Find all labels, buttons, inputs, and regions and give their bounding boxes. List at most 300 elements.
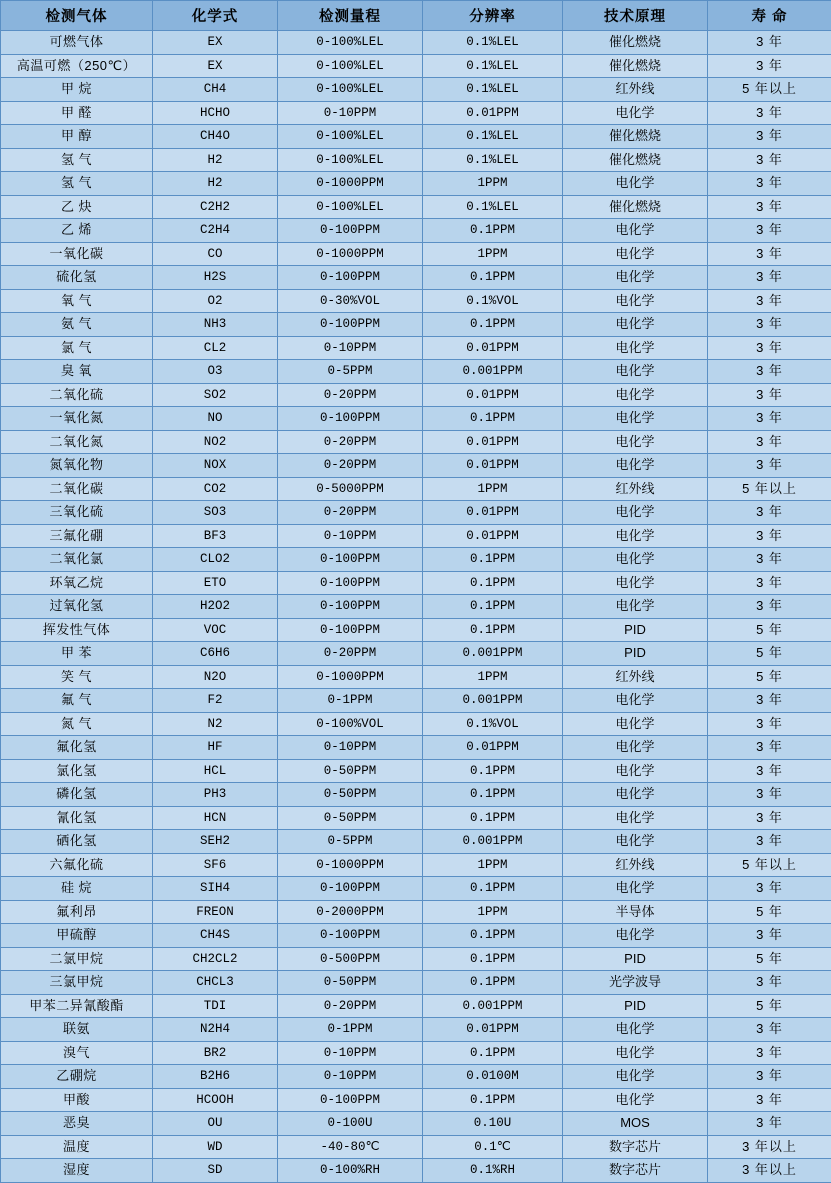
- cell-formula: F2: [153, 689, 278, 713]
- cell-range: 0-100%LEL: [278, 31, 423, 55]
- table-body: [1, 31, 831, 1183]
- table-row: [1, 924, 831, 948]
- cell-formula: C2H4: [153, 219, 278, 243]
- cell-gas-name: 氮氧化物: [1, 454, 153, 478]
- cell-life: 3 年: [708, 31, 831, 55]
- table-row: [1, 454, 831, 478]
- cell-principle: 电化学: [563, 313, 708, 337]
- cell-formula: C6H6: [153, 642, 278, 666]
- cell-formula: N2O: [153, 665, 278, 689]
- cell-gas-name: 乙 烯: [1, 219, 153, 243]
- cell-principle: 电化学: [563, 383, 708, 407]
- cell-principle: 数字芯片: [563, 1159, 708, 1183]
- cell-resolution: 0.1PPM: [423, 877, 563, 901]
- cell-life: 5 年: [708, 642, 831, 666]
- cell-life: 3 年: [708, 1018, 831, 1042]
- table-row: [1, 1041, 831, 1065]
- cell-life: 3 年: [708, 783, 831, 807]
- table-row: [1, 971, 831, 995]
- table-row: [1, 665, 831, 689]
- cell-principle: PID: [563, 642, 708, 666]
- cell-life: 3 年: [708, 219, 831, 243]
- cell-principle: 电化学: [563, 924, 708, 948]
- cell-principle: 红外线: [563, 853, 708, 877]
- cell-formula: NO2: [153, 430, 278, 454]
- cell-life: 3 年: [708, 971, 831, 995]
- cell-gas-name: 二氧化氮: [1, 430, 153, 454]
- table-row: [1, 806, 831, 830]
- cell-gas-name: 温度: [1, 1135, 153, 1159]
- cell-formula: EX: [153, 31, 278, 55]
- cell-formula: VOC: [153, 618, 278, 642]
- table-row: [1, 853, 831, 877]
- cell-principle: 半导体: [563, 900, 708, 924]
- cell-range: 0-100PPM: [278, 1088, 423, 1112]
- cell-principle: 电化学: [563, 430, 708, 454]
- cell-resolution: 0.1%LEL: [423, 195, 563, 219]
- table-row: [1, 548, 831, 572]
- cell-range: 0-100%LEL: [278, 125, 423, 149]
- cell-principle: MOS: [563, 1112, 708, 1136]
- cell-gas-name: 三氯甲烷: [1, 971, 153, 995]
- cell-formula: O2: [153, 289, 278, 313]
- cell-resolution: 0.1PPM: [423, 759, 563, 783]
- cell-resolution: 0.01PPM: [423, 501, 563, 525]
- cell-resolution: 0.001PPM: [423, 360, 563, 384]
- cell-formula: NOX: [153, 454, 278, 478]
- cell-life: 3 年: [708, 195, 831, 219]
- cell-resolution: 0.01PPM: [423, 101, 563, 125]
- table-header: [1, 1, 831, 31]
- cell-resolution: 0.01PPM: [423, 336, 563, 360]
- cell-resolution: 0.1PPM: [423, 971, 563, 995]
- cell-formula: N2: [153, 712, 278, 736]
- cell-formula: HCN: [153, 806, 278, 830]
- cell-principle: 催化燃烧: [563, 125, 708, 149]
- table-row: [1, 595, 831, 619]
- cell-life: 3 年: [708, 524, 831, 548]
- cell-resolution: 1PPM: [423, 853, 563, 877]
- table-row: [1, 430, 831, 454]
- cell-gas-name: 甲苯二异氰酸酯: [1, 994, 153, 1018]
- cell-resolution: 0.1%VOL: [423, 289, 563, 313]
- cell-principle: 电化学: [563, 289, 708, 313]
- cell-resolution: 0.001PPM: [423, 642, 563, 666]
- table-row: [1, 689, 831, 713]
- cell-principle: PID: [563, 994, 708, 1018]
- cell-life: 3 年: [708, 924, 831, 948]
- cell-resolution: 0.1PPM: [423, 618, 563, 642]
- cell-formula: SD: [153, 1159, 278, 1183]
- cell-life: 3 年: [708, 313, 831, 337]
- cell-life: 3 年以上: [708, 1159, 831, 1183]
- cell-gas-name: 联氨: [1, 1018, 153, 1042]
- cell-formula: PH3: [153, 783, 278, 807]
- cell-gas-name: 三氧化硫: [1, 501, 153, 525]
- table-header-row: [1, 1, 831, 31]
- cell-resolution: 1PPM: [423, 665, 563, 689]
- cell-range: 0-100%VOL: [278, 712, 423, 736]
- cell-resolution: 1PPM: [423, 172, 563, 196]
- column-header-gas-name: 检测气体: [1, 1, 153, 31]
- cell-life: 5 年以上: [708, 78, 831, 102]
- cell-gas-name: 二氧化氯: [1, 548, 153, 572]
- table-row: [1, 900, 831, 924]
- cell-range: 0-10PPM: [278, 336, 423, 360]
- cell-range: 0-10PPM: [278, 736, 423, 760]
- cell-formula: H2O2: [153, 595, 278, 619]
- cell-gas-name: 甲 烷: [1, 78, 153, 102]
- table-row: [1, 148, 831, 172]
- cell-range: 0-5PPM: [278, 360, 423, 384]
- table-row: [1, 571, 831, 595]
- cell-principle: 电化学: [563, 172, 708, 196]
- cell-principle: 电化学: [563, 736, 708, 760]
- cell-range: 0-100PPM: [278, 595, 423, 619]
- cell-gas-name: 溴气: [1, 1041, 153, 1065]
- cell-formula: CL2: [153, 336, 278, 360]
- cell-principle: 电化学: [563, 407, 708, 431]
- cell-resolution: 0.1PPM: [423, 313, 563, 337]
- cell-formula: TDI: [153, 994, 278, 1018]
- cell-range: 0-50PPM: [278, 759, 423, 783]
- cell-resolution: 0.001PPM: [423, 994, 563, 1018]
- cell-gas-name: 氯化氢: [1, 759, 153, 783]
- cell-principle: 电化学: [563, 101, 708, 125]
- table-row: [1, 242, 831, 266]
- cell-formula: CH4: [153, 78, 278, 102]
- cell-resolution: 0.1%LEL: [423, 31, 563, 55]
- cell-formula: NH3: [153, 313, 278, 337]
- cell-formula: SEH2: [153, 830, 278, 854]
- cell-gas-name: 磷化氢: [1, 783, 153, 807]
- cell-resolution: 1PPM: [423, 900, 563, 924]
- cell-principle: 电化学: [563, 548, 708, 572]
- cell-formula: CLO2: [153, 548, 278, 572]
- cell-resolution: 0.1%LEL: [423, 54, 563, 78]
- table-row: [1, 383, 831, 407]
- cell-resolution: 0.1PPM: [423, 783, 563, 807]
- cell-resolution: 0.1PPM: [423, 571, 563, 595]
- cell-life: 3 年: [708, 360, 831, 384]
- cell-principle: PID: [563, 618, 708, 642]
- cell-resolution: 0.1PPM: [423, 1041, 563, 1065]
- cell-life: 3 年: [708, 125, 831, 149]
- cell-resolution: 0.1PPM: [423, 947, 563, 971]
- cell-principle: 电化学: [563, 1041, 708, 1065]
- cell-resolution: 0.01PPM: [423, 524, 563, 548]
- cell-life: 3 年以上: [708, 1135, 831, 1159]
- cell-resolution: 0.1%RH: [423, 1159, 563, 1183]
- cell-principle: 电化学: [563, 1088, 708, 1112]
- cell-gas-name: 硒化氢: [1, 830, 153, 854]
- cell-formula: NO: [153, 407, 278, 431]
- cell-formula: H2: [153, 148, 278, 172]
- cell-principle: 电化学: [563, 454, 708, 478]
- cell-gas-name: 硫化氢: [1, 266, 153, 290]
- cell-resolution: 0.01PPM: [423, 736, 563, 760]
- cell-formula: SF6: [153, 853, 278, 877]
- column-header-life: 寿 命: [708, 1, 831, 31]
- cell-life: 3 年: [708, 1065, 831, 1089]
- table-row: [1, 336, 831, 360]
- cell-life: 5 年以上: [708, 853, 831, 877]
- cell-principle: 红外线: [563, 477, 708, 501]
- cell-principle: 电化学: [563, 759, 708, 783]
- cell-gas-name: 乙 炔: [1, 195, 153, 219]
- cell-gas-name: 环氧乙烷: [1, 571, 153, 595]
- cell-formula: BF3: [153, 524, 278, 548]
- table-row: [1, 1018, 831, 1042]
- cell-formula: O3: [153, 360, 278, 384]
- cell-gas-name: 过氧化氢: [1, 595, 153, 619]
- cell-formula: CH4O: [153, 125, 278, 149]
- column-header-principle: 技术原理: [563, 1, 708, 31]
- cell-gas-name: 氮 气: [1, 712, 153, 736]
- cell-principle: 电化学: [563, 712, 708, 736]
- cell-resolution: 0.1PPM: [423, 266, 563, 290]
- cell-range: 0-50PPM: [278, 806, 423, 830]
- cell-life: 3 年: [708, 266, 831, 290]
- cell-range: 0-100%LEL: [278, 195, 423, 219]
- table-row: [1, 642, 831, 666]
- cell-principle: 催化燃烧: [563, 195, 708, 219]
- cell-principle: 电化学: [563, 524, 708, 548]
- cell-gas-name: 六氟化硫: [1, 853, 153, 877]
- cell-life: 3 年: [708, 1112, 831, 1136]
- table-row: [1, 877, 831, 901]
- cell-gas-name: 甲 醛: [1, 101, 153, 125]
- table-row: [1, 101, 831, 125]
- cell-range: 0-100%LEL: [278, 78, 423, 102]
- cell-life: 3 年: [708, 430, 831, 454]
- cell-life: 3 年: [708, 148, 831, 172]
- cell-formula: H2S: [153, 266, 278, 290]
- cell-range: 0-20PPM: [278, 642, 423, 666]
- cell-formula: N2H4: [153, 1018, 278, 1042]
- cell-gas-name: 氢 气: [1, 148, 153, 172]
- cell-range: 0-2000PPM: [278, 900, 423, 924]
- cell-resolution: 0.1PPM: [423, 548, 563, 572]
- cell-gas-name: 三氟化硼: [1, 524, 153, 548]
- cell-principle: 催化燃烧: [563, 31, 708, 55]
- cell-life: 3 年: [708, 54, 831, 78]
- cell-life: 3 年: [708, 595, 831, 619]
- cell-formula: HCL: [153, 759, 278, 783]
- cell-range: 0-100PPM: [278, 266, 423, 290]
- cell-range: 0-100%LEL: [278, 148, 423, 172]
- cell-resolution: 0.1%LEL: [423, 78, 563, 102]
- cell-range: 0-100PPM: [278, 877, 423, 901]
- cell-resolution: 0.001PPM: [423, 830, 563, 854]
- cell-range: 0-20PPM: [278, 454, 423, 478]
- cell-gas-name: 氧 气: [1, 289, 153, 313]
- cell-life: 3 年: [708, 383, 831, 407]
- cell-formula: BR2: [153, 1041, 278, 1065]
- cell-life: 3 年: [708, 101, 831, 125]
- cell-range: 0-100PPM: [278, 407, 423, 431]
- cell-formula: FREON: [153, 900, 278, 924]
- table-row: [1, 947, 831, 971]
- cell-formula: CO2: [153, 477, 278, 501]
- table-row: [1, 78, 831, 102]
- cell-resolution: 0.01PPM: [423, 383, 563, 407]
- table-row: [1, 360, 831, 384]
- cell-life: 3 年: [708, 1041, 831, 1065]
- cell-principle: 电化学: [563, 360, 708, 384]
- cell-life: 5 年以上: [708, 477, 831, 501]
- cell-gas-name: 氯 气: [1, 336, 153, 360]
- cell-range: 0-30%VOL: [278, 289, 423, 313]
- cell-life: 5 年: [708, 994, 831, 1018]
- cell-range: -40-80℃: [278, 1135, 423, 1159]
- table-row: [1, 1135, 831, 1159]
- table-row: [1, 618, 831, 642]
- cell-gas-name: 氨 气: [1, 313, 153, 337]
- cell-gas-name: 氟利昂: [1, 900, 153, 924]
- cell-principle: 电化学: [563, 830, 708, 854]
- cell-resolution: 0.1PPM: [423, 1088, 563, 1112]
- cell-range: 0-100PPM: [278, 313, 423, 337]
- column-header-range: 检测量程: [278, 1, 423, 31]
- cell-resolution: 0.1℃: [423, 1135, 563, 1159]
- cell-formula: CH4S: [153, 924, 278, 948]
- cell-gas-name: 湿度: [1, 1159, 153, 1183]
- cell-range: 0-1000PPM: [278, 172, 423, 196]
- cell-range: 0-1000PPM: [278, 665, 423, 689]
- cell-gas-name: 臭 氧: [1, 360, 153, 384]
- cell-principle: 电化学: [563, 242, 708, 266]
- table-row: [1, 1112, 831, 1136]
- cell-range: 0-100PPM: [278, 219, 423, 243]
- cell-range: 0-20PPM: [278, 501, 423, 525]
- cell-formula: SIH4: [153, 877, 278, 901]
- cell-range: 0-100PPM: [278, 571, 423, 595]
- cell-gas-name: 甲酸: [1, 1088, 153, 1112]
- cell-gas-name: 氰化氢: [1, 806, 153, 830]
- cell-gas-name: 甲硫醇: [1, 924, 153, 948]
- cell-principle: 电化学: [563, 501, 708, 525]
- cell-life: 3 年: [708, 501, 831, 525]
- cell-range: 0-1000PPM: [278, 242, 423, 266]
- cell-formula: CH2CL2: [153, 947, 278, 971]
- cell-range: 0-1000PPM: [278, 853, 423, 877]
- cell-range: 0-10PPM: [278, 524, 423, 548]
- cell-range: 0-20PPM: [278, 994, 423, 1018]
- cell-range: 0-100%LEL: [278, 54, 423, 78]
- cell-resolution: 0.001PPM: [423, 689, 563, 713]
- table-row: [1, 830, 831, 854]
- cell-resolution: 0.1PPM: [423, 407, 563, 431]
- cell-formula: HCHO: [153, 101, 278, 125]
- cell-principle: 红外线: [563, 665, 708, 689]
- cell-life: 3 年: [708, 336, 831, 360]
- cell-life: 3 年: [708, 830, 831, 854]
- cell-life: 3 年: [708, 1088, 831, 1112]
- cell-range: 0-100U: [278, 1112, 423, 1136]
- cell-principle: 电化学: [563, 689, 708, 713]
- cell-life: 3 年: [708, 877, 831, 901]
- cell-range: 0-5000PPM: [278, 477, 423, 501]
- table-row: [1, 712, 831, 736]
- cell-formula: C2H2: [153, 195, 278, 219]
- cell-gas-name: 恶臭: [1, 1112, 153, 1136]
- table-row: [1, 54, 831, 78]
- cell-life: 3 年: [708, 689, 831, 713]
- cell-resolution: 1PPM: [423, 477, 563, 501]
- table-row: [1, 266, 831, 290]
- cell-range: 0-10PPM: [278, 101, 423, 125]
- column-header-resolution: 分辨率: [423, 1, 563, 31]
- table-row: [1, 477, 831, 501]
- cell-range: 0-5PPM: [278, 830, 423, 854]
- cell-range: 0-100PPM: [278, 548, 423, 572]
- cell-formula: HCOOH: [153, 1088, 278, 1112]
- cell-formula: EX: [153, 54, 278, 78]
- cell-resolution: 0.0100M: [423, 1065, 563, 1089]
- cell-gas-name: 氟 气: [1, 689, 153, 713]
- cell-resolution: 0.1PPM: [423, 806, 563, 830]
- table-row: [1, 195, 831, 219]
- cell-gas-name: 甲 醇: [1, 125, 153, 149]
- cell-resolution: 0.10U: [423, 1112, 563, 1136]
- cell-range: 0-100%RH: [278, 1159, 423, 1183]
- cell-principle: 电化学: [563, 266, 708, 290]
- cell-principle: 催化燃烧: [563, 54, 708, 78]
- cell-range: 0-1PPM: [278, 689, 423, 713]
- table-row: [1, 1159, 831, 1183]
- cell-resolution: 0.1%LEL: [423, 148, 563, 172]
- table-row: [1, 313, 831, 337]
- cell-life: 3 年: [708, 172, 831, 196]
- table-row: [1, 407, 831, 431]
- cell-formula: SO2: [153, 383, 278, 407]
- cell-range: 0-100PPM: [278, 618, 423, 642]
- cell-range: 0-500PPM: [278, 947, 423, 971]
- cell-principle: PID: [563, 947, 708, 971]
- cell-gas-name: 高温可燃（250℃）: [1, 54, 153, 78]
- cell-principle: 电化学: [563, 595, 708, 619]
- cell-life: 3 年: [708, 712, 831, 736]
- cell-formula: CO: [153, 242, 278, 266]
- cell-gas-name: 甲 苯: [1, 642, 153, 666]
- cell-life: 3 年: [708, 571, 831, 595]
- cell-resolution: 0.1PPM: [423, 595, 563, 619]
- cell-life: 5 年: [708, 618, 831, 642]
- cell-principle: 电化学: [563, 1065, 708, 1089]
- cell-gas-name: 挥发性气体: [1, 618, 153, 642]
- cell-life: 5 年: [708, 665, 831, 689]
- cell-gas-name: 一氧化碳: [1, 242, 153, 266]
- cell-life: 5 年: [708, 900, 831, 924]
- cell-resolution: 0.1PPM: [423, 924, 563, 948]
- cell-principle: 电化学: [563, 783, 708, 807]
- cell-range: 0-20PPM: [278, 383, 423, 407]
- cell-resolution: 0.01PPM: [423, 430, 563, 454]
- table-row: [1, 501, 831, 525]
- table-row: [1, 783, 831, 807]
- cell-principle: 电化学: [563, 877, 708, 901]
- cell-gas-name: 笑 气: [1, 665, 153, 689]
- cell-gas-name: 一氧化氮: [1, 407, 153, 431]
- table-row: [1, 31, 831, 55]
- cell-principle: 电化学: [563, 219, 708, 243]
- cell-gas-name: 可燃气体: [1, 31, 153, 55]
- table-row: [1, 736, 831, 760]
- cell-life: 3 年: [708, 806, 831, 830]
- cell-life: 3 年: [708, 454, 831, 478]
- table-row: [1, 994, 831, 1018]
